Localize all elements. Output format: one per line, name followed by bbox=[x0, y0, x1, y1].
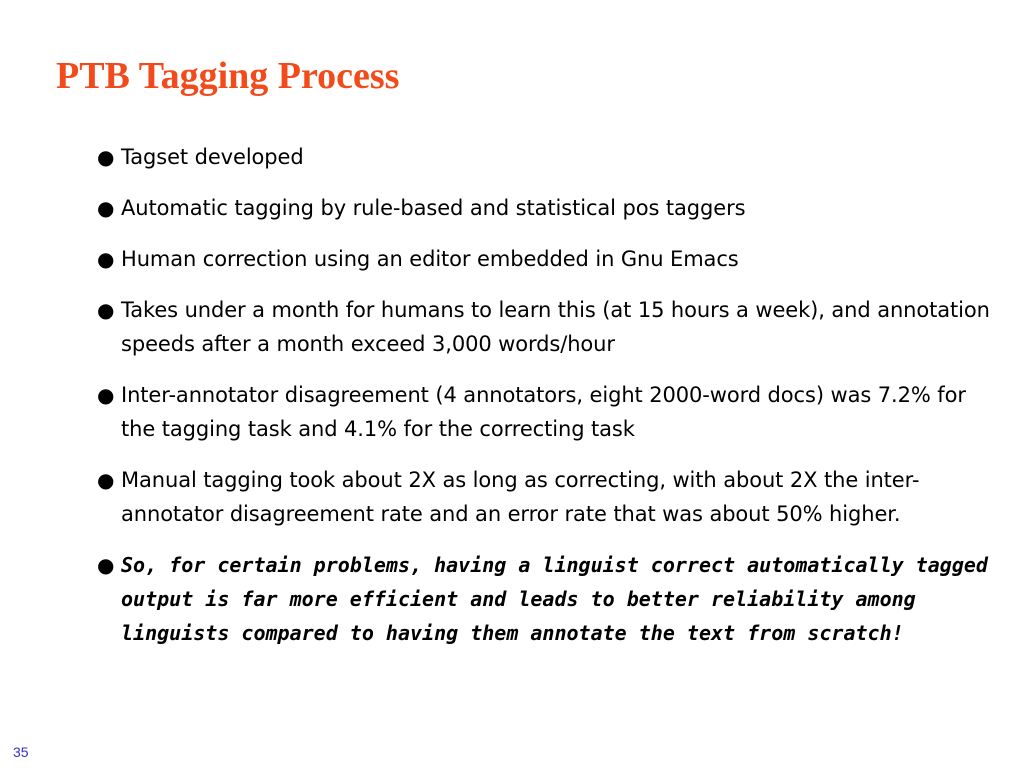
bullet-text: Human correction using an editor embedded in Gnu Emacs bbox=[121, 247, 739, 271]
bullet-dot-icon bbox=[97, 378, 114, 412]
bullet-list bbox=[96, 140, 996, 667]
bullet-dot-icon bbox=[97, 293, 114, 327]
bullet-item-tagset bbox=[96, 140, 996, 174]
bullet-item-automatic-tagging bbox=[96, 191, 996, 225]
page-number: 35 bbox=[13, 744, 29, 760]
bullet-item-disagreement bbox=[96, 378, 996, 446]
bullet-dot-icon bbox=[97, 191, 114, 225]
bullet-text: Inter-annotator disagreement (4 annotators, eight 2000-word docs) was 7.2% for the tagging task and 4.1% for the correcting task bbox=[121, 383, 966, 441]
slide-title: PTB Tagging Process bbox=[56, 55, 400, 97]
bullet-item-learning-time bbox=[96, 293, 996, 361]
bullet-item-human-correction bbox=[96, 242, 996, 276]
bullet-dot-icon bbox=[97, 242, 114, 276]
bullet-dot-icon bbox=[97, 463, 114, 497]
bullet-text: Manual tagging took about 2X as long as correcting, with about 2X the inter-annotator disagreement rate and an error rate that was about 50% higher. bbox=[121, 468, 920, 526]
bullet-text-emphasized: So, for certain problems, having a linguist correct automatically tagged output is far more efficient and leads to better reliability among linguists compared to having them annotate the text from scratch! bbox=[121, 553, 988, 645]
bullet-item-conclusion bbox=[96, 548, 996, 650]
bullet-text: Automatic tagging by rule-based and statistical pos taggers bbox=[121, 196, 746, 220]
bullet-text: Takes under a month for humans to learn this (at 15 hours a week), and annotation speeds after a month exceed 3,000 words/hour bbox=[121, 298, 990, 356]
bullet-text: Tagset developed bbox=[121, 145, 304, 169]
bullet-dot-icon bbox=[97, 548, 114, 582]
bullet-item-manual-tagging bbox=[96, 463, 996, 531]
bullet-dot-icon bbox=[97, 140, 114, 174]
